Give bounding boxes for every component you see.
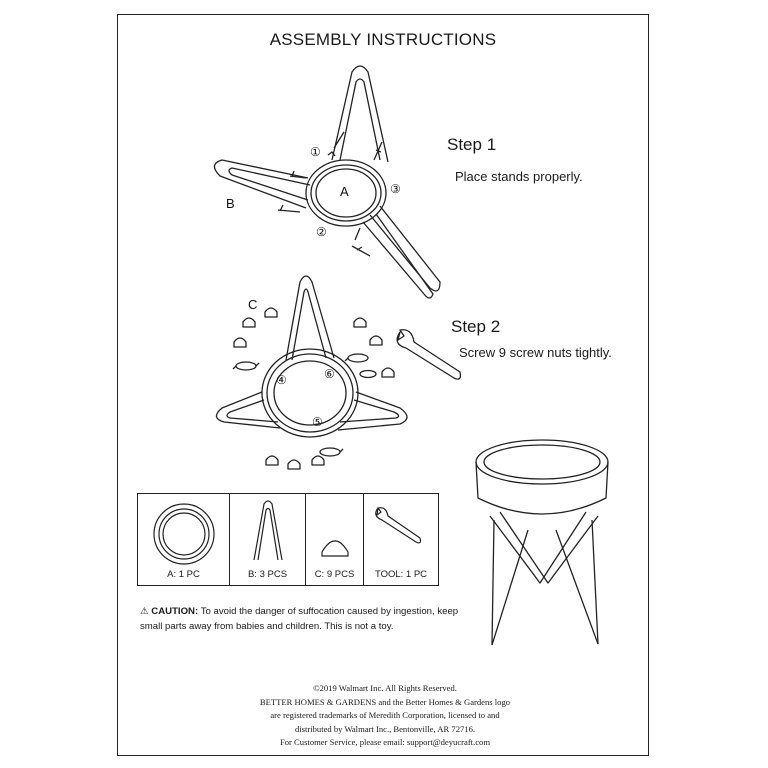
footer-line1: ©2019 Walmart Inc. All Rights Reserved. [313,683,457,693]
tool-part-icon [364,494,438,574]
part-tool-label: TOOL: 1 PC [374,569,428,580]
callout-5: ⑤ [312,415,323,429]
wrench-icon [397,330,460,379]
callout-1: ① [310,145,321,159]
ring-part-icon [138,494,230,574]
label-b: B [226,196,235,211]
part-tool-cell [364,494,438,585]
nut-icons [234,308,394,469]
caution-prefix: CAUTION: [151,606,199,617]
step1-text: Place stands properly. [455,169,583,184]
finished-stand-illustration [476,440,608,645]
part-b-cell [230,494,306,585]
step2-heading: Step 2 [451,317,501,336]
step1-ring-diagram [214,66,440,298]
warning-triangle-icon: ⚠ [140,606,149,617]
stand-part-icon [230,494,306,574]
caution-text: To avoid the danger of suffocation caused by ingestion, keep small parts away from babies and children. This is not a toy. [140,606,459,632]
page-title: ASSEMBLY INSTRUCTIONS [269,30,497,49]
footer-line5: For Customer Service, please email: support@deyucraft.com [279,737,491,748]
footer-line3: are registered trademarks of Meredith Corporation, licensed to and [270,710,500,721]
part-c-label: C: 9 PCS [314,569,355,580]
step2-base-diagram [216,276,407,456]
caution-warning [140,604,470,634]
callout-4: ④ [276,373,287,387]
callout-6: ⑥ [324,367,335,381]
parts-table [137,493,439,586]
part-b-label: B: 3 PCS [247,569,288,580]
nut-part-icon [306,494,364,574]
label-a: A [340,184,349,199]
step2-text: Screw 9 screw nuts tightly. [459,345,612,360]
footer-line2: BETTER HOMES & GARDENS and the Better Homes & Gardens logo [259,696,511,707]
footer-line4: distributed by Walmart Inc., Bentonville, AR 72716. [294,723,476,734]
callout-3: ③ [390,182,401,196]
part-a-cell [138,494,230,585]
legal-footer [200,682,570,750]
callout-2: ② [316,225,327,239]
step1-heading: Step 1 [447,135,497,154]
label-c: C [248,297,258,312]
part-c-cell [306,494,364,585]
part-a-label: A: 1 PC [167,569,200,580]
